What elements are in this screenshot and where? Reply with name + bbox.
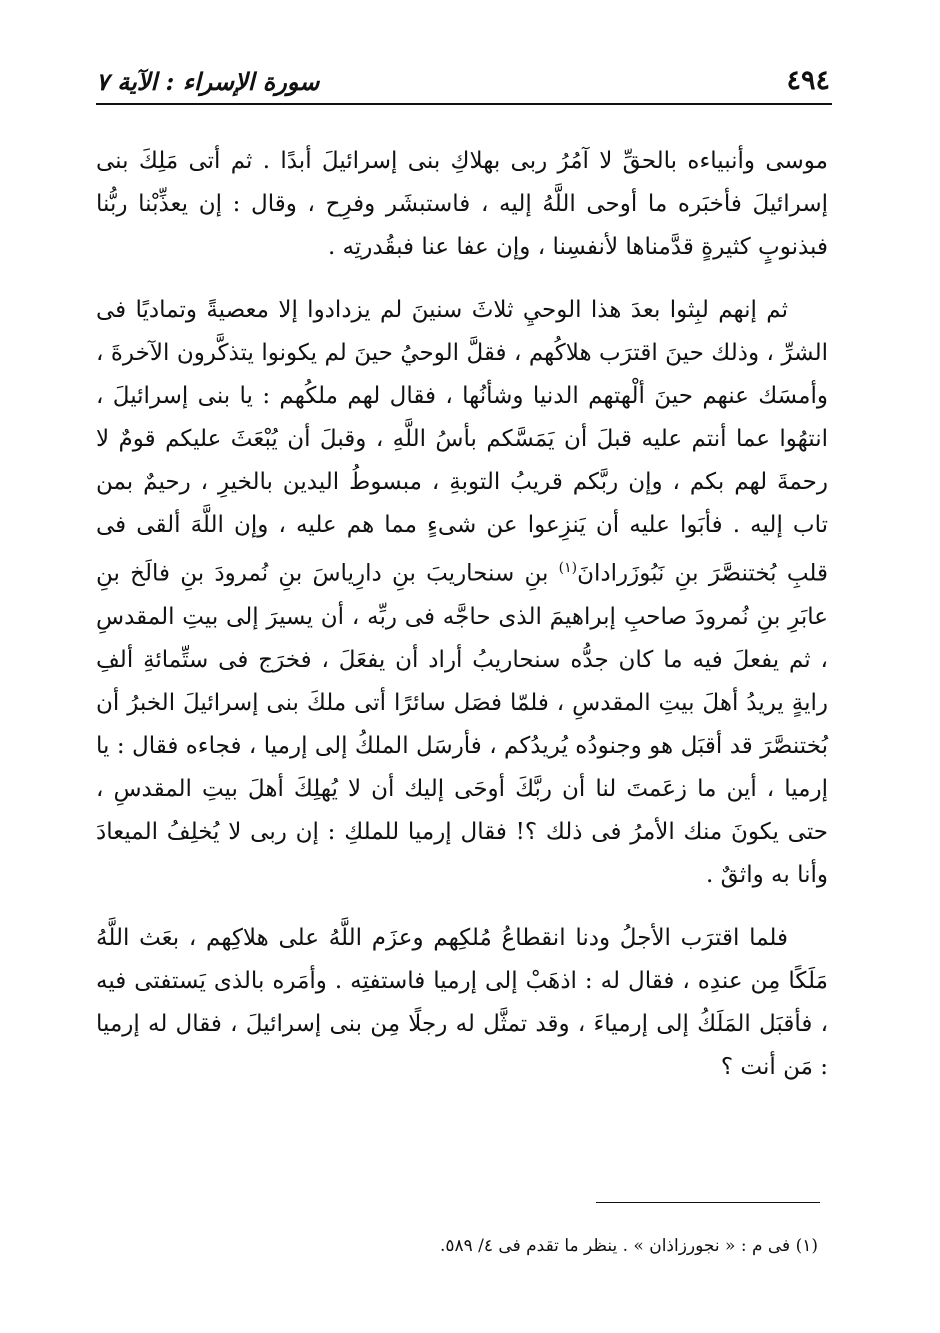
footnote: (١) فى م : « نجورزاذان » . ينظر ما تقدم فى ٤/ ٥٨٩.: [439, 1236, 818, 1256]
footnote-reference: (١): [558, 560, 578, 576]
paragraph-1: موسى وأنبياءه بالحقِّ لا آمُرُ ربى بهلاكِ بنى إسرائيلَ أبدًا . ثم أتى مَلِكَ بنى إسرائيلَ فأخبَره ما أوحى اللَّهُ إليه ، فاستبشَر وفرِح ، وقال : إن يعذِّبْنا ربُّنا فبذنوبٍ كثيرةٍ قدَّمناها لأنفسِنا ، وإن عفا عنا فبقُدرتِه .: [96, 148, 828, 260]
paragraph-2-continuation: بنِ سنحاريبَ بنِ دارِياسَ بنِ نُمرودَ بنِ فالَخ بنِ عابَرِ بنِ نُمرودَ صاحبِ إبراهيمَ الذى حاجَّه فى ربِّه ، أن يسيرَ إلى بيتِ المقدسِ ، ثم يفعلَ فيه ما كان جدُّه سنحاريبُ أراد أن يفعَلَ ، فخرَج فى ستِّمائةِ ألفِ رايةٍ يريدُ أهلَ بيتِ المقدسِ ، فلمّا فصَل سائرًا أتى ملكَ بنى إسرائيلَ الخبرُ أن بُختنصَّرَ قد أقبَل هو وجنودُه يُريدُكم ، فأرسَل الملكُ إلى إرميا ، فجاءه فقال : يا إرميا ، أين ما زعَمتَ لنا أن ربَّكَ أوحَى إليك أن لا يُهلِكَ أهلَ بيتِ المقدسِ ، حتى يكونَ منك الأمرُ فى ذلك ؟! فقال إرميا للملكِ : إن ربى لا يُخلِفُ الميعادَ وأنا به واثقٌ .: [96, 560, 828, 888]
page-number: ٤٩٤: [786, 65, 830, 96]
footnote-divider: [596, 1202, 820, 1203]
paragraph-3: فلما اقترَب الأجلُ ودنا انقطاعُ مُلكِهم وعزَم اللَّهُ على هلاكِهم ، بعَث اللَّهُ مَلَكًا مِن عندِه ، فقال له : اذهَبْ إلى إرميا فاستفتِه . وأمَره بالذى يَستفتى فيه ، فأقبَل المَلَكُ إلى إرمياءَ ، وقد تمثَّل له رجلًا مِن بنى إسرائيلَ ، فقال له إرميا : مَن أنت ؟: [96, 924, 828, 1080]
running-title: سورة الإسراء : الآية ٧: [96, 67, 320, 96]
paragraph-2-text: ثم إنهم لبِثوا بعدَ هذا الوحيِ ثلاثَ سنينَ لم يزدادوا إلا معصيةً وتماديًا فى الشرِّ ، وذلك حينَ اقترَب هلاكُهم ، فقلَّ الوحيُ حينَ لم يكونوا يتذكَّرون الآخرةَ ، وأمسَك عنهم حينَ ألْهتهم الدنيا وشأنُها ، فقال لهم ملكُهم : يا بنى إسرائيلَ ، انتهُوا عما أنتم عليه قبلَ أن يَمَسَّكم بأسُ اللَّهِ ، وقبلَ أن يُبْعَثَ عليكم قومٌ لا رحمةَ لهم بكم ، وإن ربَّكم قريبُ التوبةِ ، مبسوطُ اليدين بالخيرِ ، رحيمٌ بمن تاب إليه . فأبَوا عليه أن يَنزِعوا عن شىءٍ مما هم عليه ، وإن اللَّهَ ألقى فى قلبِ بُختنصَّرَ بنِ نَبُوزَرادانَ: [96, 297, 829, 587]
paragraph-2: [96, 289, 828, 897]
main-text: [96, 140, 828, 1109]
page-header: [96, 52, 830, 94]
header-divider: [96, 103, 832, 105]
